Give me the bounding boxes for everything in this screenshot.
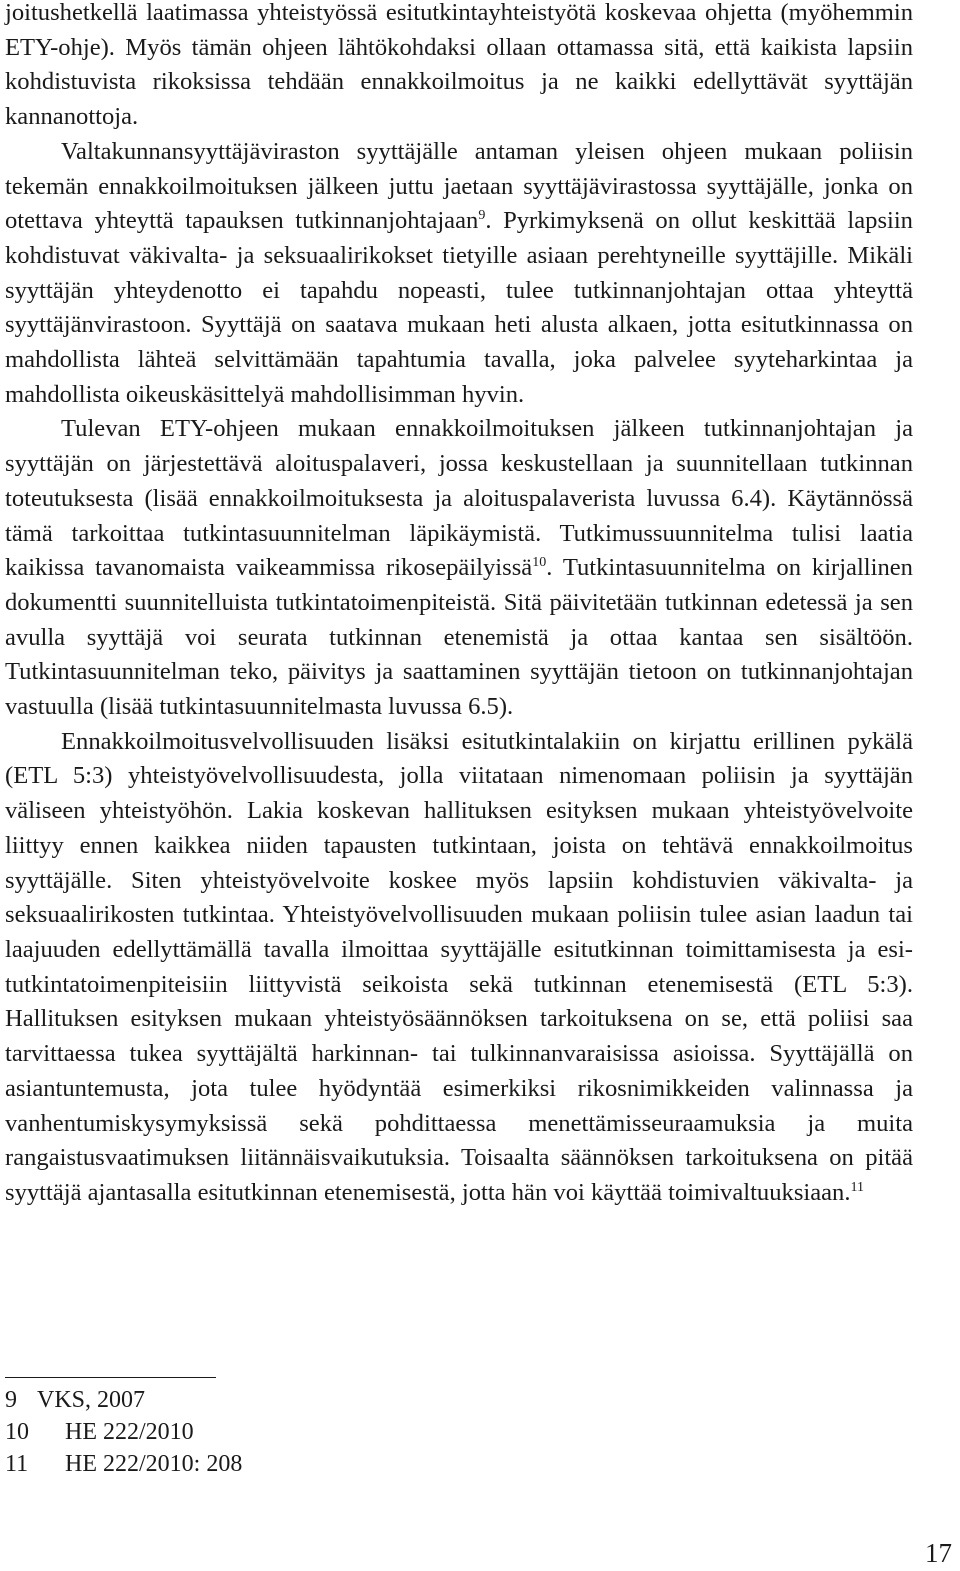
footnote-text: HE 222/2010 [65,1419,194,1445]
paragraph-1-text: joitushetkellä laatimassa yhteistyössä esitutkintayhteistyötä koskevaa ohjetta (myöhemmin ETY-ohje). Myös tämän ohjeen lähtökohdaksi ollaan ottamassa sitä, että kaikista lapsiin kohdistuvista rikoksissa tehdään ennakkoilmoitus ja ne kaikki edellyttävät syyttäjän kannanottoja. [5,0,913,131]
footnotes [5,1384,605,1480]
page-number: 17 [925,1538,952,1568]
footnote-9 [5,1384,605,1416]
footnote-10 [5,1416,605,1448]
page-body [5,0,913,1211]
footnote-number: 11 [5,1451,29,1477]
paragraph-4-text: Ennakkoilmoitusvelvollisuuden lisäksi esitutkintalakiin on kirjattu erillinen pykälä (ETL 5:3) yhteistyövelvollisuudesta, jolla viitataan nimenomaan poliisin ja syyttäjän väliseen yhteistyöhön. Lakia koskevan hallituksen esityksen mukaan yhteistyövelvoite liittyy ennen kaikkea niiden tapausten tutkintaan, joista on tehtävä ennakkoilmoitus syyttäjälle. Siten yhteistyövelvoite koskee myös lapsiin kohdistuvien väkivalta- ja seksuaalirikosten tutkintaa. Yhteistyövelvollisuuden mukaan poliisin tulee asian laadun tai laajuuden edellyttämällä tavalla ilmoittaa syyttäjälle esitutkinnan toimittamisesta ja esitutkintatoimenpiteisiin liittyvistä seikoista sekä tutkinnan etenemisestä (ETL 5:3). Hallituksen esityksen mukaan yhteistyösäännöksen tarkoituksena on se, että poliisi saa tarvittaessa tukea syyttäjältä harkinnan- tai tulkinnanvaraisissa asioissa. Syyttäjällä on asiantuntemusta, jota tulee hyödyntää esimerkiksi rikosnimikkeiden valinnassa ja vanhentumiskysymyksissä sekä pohdittaessa menettämisseuraamuksia ja muita rangaistusvaatimuksen liitännäisvaikutuksia. Toisaalta säännöksen tarkoituksena on pitää syyttäjä ajantasalla esitutkinnan etenemisestä, jotta hän voi käyttää toimivaltuuksiaan. [5,727,913,1206]
footnote-ref-10[interactable]: 10 [532,555,547,571]
paragraph-1 [5,0,913,135]
footnote-text: VKS, 2007 [37,1387,146,1413]
footnote-11 [5,1448,605,1480]
footnote-number: 10 [5,1419,29,1445]
footnote-divider [5,1377,216,1378]
paragraph-3 [5,412,913,724]
footnote-text: HE 222/2010: 208 [65,1451,243,1477]
paragraph-3-text-b: . Tutkintasuunnitelma on kirjallinen dokumentti suunnitelluista tutkintatoimenpiteistä. Sitä päivitetään tutkinnan edetessä ja sen avulla syyttäjä voi seurata tutkinnan etenemistä ja ottaa kantaa sen sisältöön. Tutkintasuunnitelman teko, päivitys ja saattaminen syyttäjän tietoon on tutkinnanjohtajan vastuulla (lisää tutkintasuunnitelmasta luvussa 6.5). [5,554,913,721]
paragraph-2-text-a: Valtakunnansyyttäjäviraston syyttäjälle antaman yleisen ohjeen mukaan poliisin tekemän ennakkoilmoituksen jälkeen juttu jaetaan syyttäjävirastossa syyttäjälle, jonka on otettava yhteyttä tapauksen tutkinnanjohtajaan [5,137,913,235]
paragraph-2-text-b: . Pyrkimyksenä on ollut keskittää lapsiin kohdistuvat väkivalta- ja seksuaalirikokset tietyille asiaan perehtyneille syyttäjille. Mikäli syyttäjän yhteydenotto ei tapahdu nopeasti, tulee tutkinnanjohtajan ottaa yhteyttä syyttäjänvirastoon. Syyttäjä on saatava mukaan heti alusta alkaen, jotta esitutkinnassa on mahdollista lähteä selvittämään tapahtumia tavalla, joka palvelee syyteharkintaa ja mahdollista oikeuskäsittelyä mahdollisimman hyvin. [5,207,913,408]
paragraph-4 [5,725,913,1211]
paragraph-2 [5,135,913,413]
footnote-ref-9[interactable]: 9 [478,208,486,224]
footnote-number: 9 [5,1387,17,1413]
paragraph-3-text-a: Tulevan ETY-ohjeen mukaan ennakkoilmoituksen jälkeen tutkinnanjohtajan ja syyttäjän on järjestettävä aloituspalaveri, jossa keskustellaan ja suunnitellaan tutkinnan toteutuksesta (lisää ennakkoilmoituksesta ja aloituspalaverista luvussa 6.4). Käytännössä tämä tarkoittaa tutkintasuunnitelman läpikäymistä. Tutkimussuunnitelma tulisi laatia kaikissa tavanomaista vaikeammissa rikosepäilyissä [5,415,913,582]
footnote-ref-11[interactable]: 11 [850,1179,864,1195]
